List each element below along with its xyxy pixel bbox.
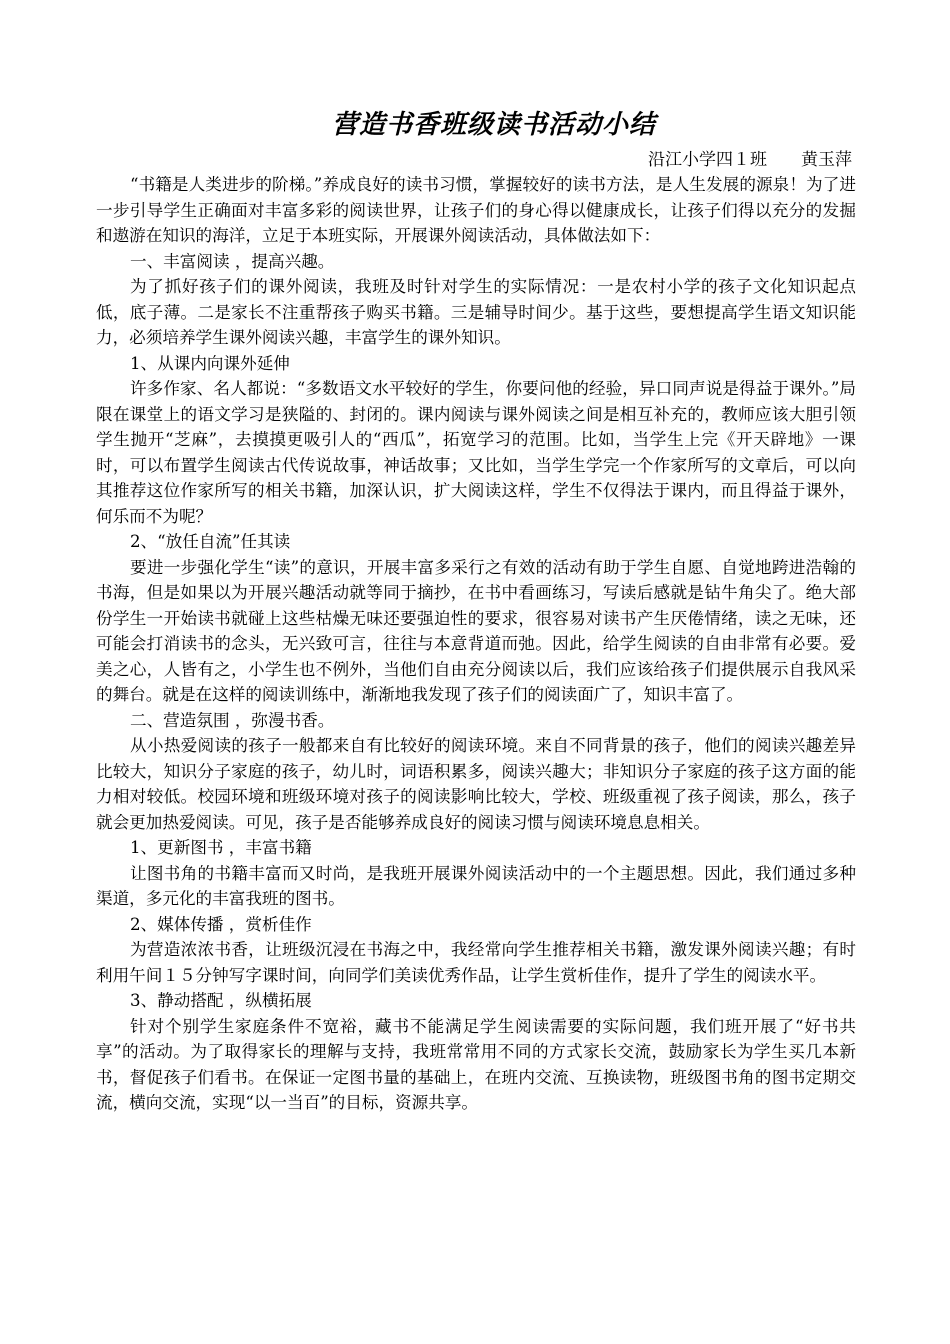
subsection-heading-2-1: 1、更新图书 ，丰富书籍 (130, 838, 312, 857)
body-paragraph: 针对个别学生家庭条件不宽裕，藏书不能满足学生阅读需要的实际问题，我们班开展了“好书共享”的活动。为了取得家长的理解与支持，我班常常用不同的方式家长交流，鼓励家长为学生买几本新书，督促孩子们看书。在保证一定图书量的基础上，在班内交流、互换读物，班级图书角的图书定期交流，横向交流，实现“以一当百”的目标，资源共享。 (96, 1016, 856, 1112)
document-page (96, 96, 856, 1116)
section-heading-1: 一、丰富阅读 ，提高兴趣。 (130, 251, 335, 271)
body-paragraph: 许多作家、名人都说：“多数语文水平较好的学生，你要问他的经验，异口同声说是得益于课外。”局限在课堂上的语文学习是狭隘的、封闭的。课内阅读与课外阅读之间是相互补充的，教师应该大胆引领学生抛开“芝麻”，去摸摸更吸引人的“西瓜”，拓宽学习的范围。比如，当学生上完《开天辟地》一课时，可以布置学生阅读古代传说故事，神话故事；又比如，当学生学完一个作家所写的文章后，可以向其推荐这位作家所写的相关书籍，加深认识，扩大阅读这样，学生不仅得法于课内，而且得益于课外，何乐而不为呢？ (96, 379, 856, 526)
body-paragraph: 为营造浓浓书香，让班级沉浸在书海之中，我经常向学生推荐相关书籍，激发课外阅读兴趣；有时利用午间１５分钟写字课时间，向同学们美读优秀作品，让学生赏析佳作，提升了学生的阅读水平。 (96, 940, 856, 985)
body-paragraph: 让图书角的书籍丰富而又时尚，是我班开展课外阅读活动中的一个主题思想。因此，我们通过多种渠道，多元化的丰富我班的图书。 (96, 863, 856, 908)
subsection-heading-1-2: 2、“放任自流”任其读 (130, 532, 291, 551)
body-paragraph: 要进一步强化学生“读”的意识，开展丰富多采行之有效的活动有助于学生自愿、自觉地跨进浩翰的书海，但是如果以为开展兴趣活动就等同于摘抄，在书中看画练习，写读后感就是钻牛角尖了。绝大部份学生一开始读书就碰上这些枯燥无味还要强迫性的要求，很容易对读书产生厌倦情绪，读之无味，还可能会打消读书的念头，无兴致可言，往往与本意背道而弛。因此，给学生阅读的自由非常有必要。爱美之心，人皆有之，小学生也不例外，当他们自由充分阅读以后，我们应该给孩子们提供展示自我风采的舞台。就是在这样的阅读训练中，渐渐地我发现了孩子们的阅读面广了，知识丰富了。 (96, 557, 856, 704)
subsection-heading-1-1: 1、从课内向课外延伸 (130, 353, 290, 373)
intro-paragraph: “书籍是人类进步的阶梯。”养成良好的读书习惯，掌握较好的读书方法，是人生发展的源泉！为了进一步引导学生正确面对丰富多彩的阅读世界，让孩子们的身心得以健康成长，让孩子们得以充分的发掘和遨游在知识的海洋，立足于本班实际，开展课外阅读活动，具体做法如下： (96, 175, 856, 245)
document-title: 营造书香班级读书活动小结 (331, 110, 656, 140)
subsection-heading-2-2: 2、媒体传播 ，赏析佳作 (130, 914, 312, 934)
author-byline: 沿江小学四１班 黄玉萍 (648, 150, 852, 170)
body-paragraph: 从小热爱阅读的孩子一般都来自有比较好的阅读环境。来自不同背景的孩子，他们的阅读兴趣差异比较大，知识分子家庭的孩子，幼儿时，词语积累多，阅读兴趣大；非知识分子家庭的孩子这方面的能力相对较低。校园环境和班级环境对孩子的阅读影响比较大，学校、班级重视了孩子阅读，那么，孩子就会更加热爱阅读。可见，孩子是否能够养成良好的阅读习惯与阅读环境息息相关。 (96, 736, 856, 832)
subsection-heading-2-3: 3、静动搭配 ，纵横拓展 (130, 991, 312, 1010)
section-heading-2: 二、营造氛围 ，弥漫书香。 (130, 710, 335, 730)
body-paragraph: 为了抓好孩子们的课外阅读，我班及时针对学生的实际情况：一是农村小学的孩子文化知识起点低，底子薄。二是家长不注重帮孩子购买书籍。三是辅导时间少。基于这些，要想提高学生语文知识能力，必须培养学生课外阅读兴趣，丰富学生的课外知识。 (96, 277, 856, 347)
